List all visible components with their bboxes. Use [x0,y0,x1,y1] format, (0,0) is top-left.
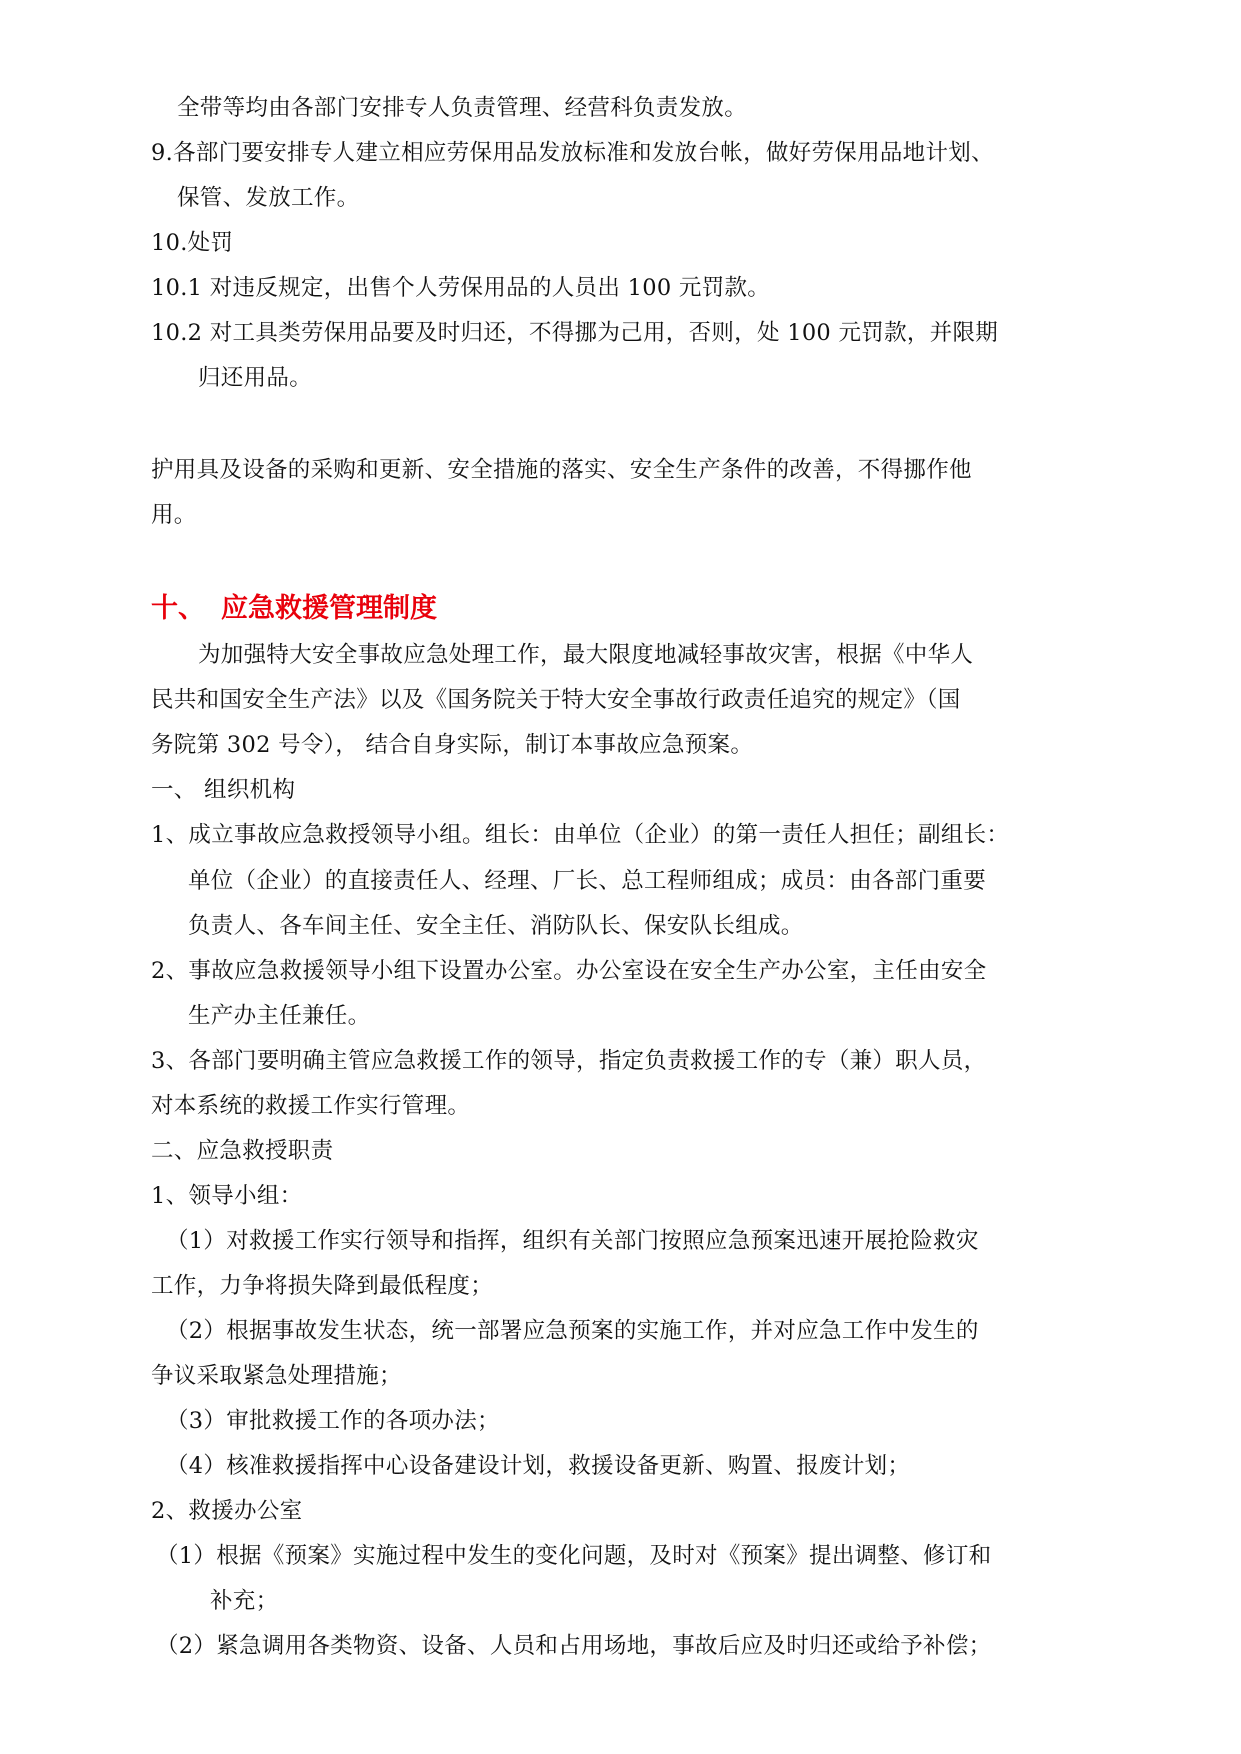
list-item: （4）核准救援指挥中心设备建设计划，救援设备更新、购置、报废计划； [166,1453,911,1479]
list-item: （2）根据事故发生状态，统一部署应急预案的实施工作，并对应急工作中发生的 [166,1318,979,1344]
list-item: （1）根据《预案》实施过程中发生的变化问题，及时对《预案》提出调整、修订和 [156,1543,992,1569]
section-title: 应急救援管理制度 [221,593,437,624]
list-item: 9.各部门要安排专人建立相应劳保用品发放标准和发放台帐，做好劳保用品地计划、 [151,140,994,166]
paragraph-line: 务院第 302 号令）， 结合自身实际，制订本事故应急预案。 [151,732,754,758]
list-item: 2、救援办公室 [151,1498,303,1524]
list-item: （2）紧急调用各类物资、设备、人员和占用场地，事故后应及时归还或给予补偿； [156,1633,992,1659]
paragraph-line: 为加强特大安全事故应急处理工作，最大限度地减轻事故灾害，根据《中华人 [198,642,974,668]
list-item: （1）对救援工作实行领导和指挥，组织有关部门按照应急预案迅速开展抢险救灾 [166,1228,979,1254]
text-line: 对本系统的救援工作实行管理。 [151,1093,471,1119]
list-item: （3）审批救援工作的各项办法； [166,1408,500,1434]
text-line: 争议采取紧急处理措施； [151,1363,402,1389]
list-item: 2、事故应急救援领导小组下设置办公室。办公室设在安全生产办公室，主任由安全 [151,958,987,984]
subheading: 一、 组织机构 [151,777,296,803]
text-line: 护用具及设备的采购和更新、安全措施的落实、安全生产条件的改善，不得挪作他 [151,457,972,483]
text-line: 生产办主任兼任。 [188,1003,371,1029]
list-item: 3、各部门要明确主管应急救援工作的领导，指定负责救援工作的专（兼）职人员， [151,1048,987,1074]
subheading: 二、应急救授职责 [151,1138,334,1164]
section-heading [151,591,437,627]
paragraph-line: 民共和国安全生产法》以及《国务院关于特大安全事故行政责任追究的规定》（国 [151,687,961,713]
list-item: 10.1 对违反规定，出售个人劳保用品的人员出 100 元罚款。 [151,275,771,301]
list-item: 10.2 对工具类劳保用品要及时归还，不得挪为己用，否则，处 100 元罚款，并限期 [151,320,999,346]
text-line: 归还用品。 [198,365,313,391]
list-item: 1、领导小组： [151,1183,303,1209]
text-line: 保管、发放工作。 [177,185,360,211]
text-line: 负责人、各车间主任、安全主任、消防队长、保安队长组成。 [188,913,804,939]
list-item: 10.处罚 [151,230,234,256]
text-line: 补充； [210,1588,279,1614]
text-line: 用。 [151,502,197,528]
text-line: 工作，力争将损失降到最低程度； [151,1273,494,1299]
list-item: 1、成立事故应急救授领导小组。组长：由单位（企业）的第一责任人担任；副组长： [151,822,1010,848]
text-line: 单位（企业）的直接责任人、经理、厂长、总工程师组成；成员：由各部门重要 [188,868,987,894]
text-line: 全带等均由各部门安排专人负责管理、经营科负责发放。 [177,95,748,121]
section-number: 十、 [151,593,205,624]
